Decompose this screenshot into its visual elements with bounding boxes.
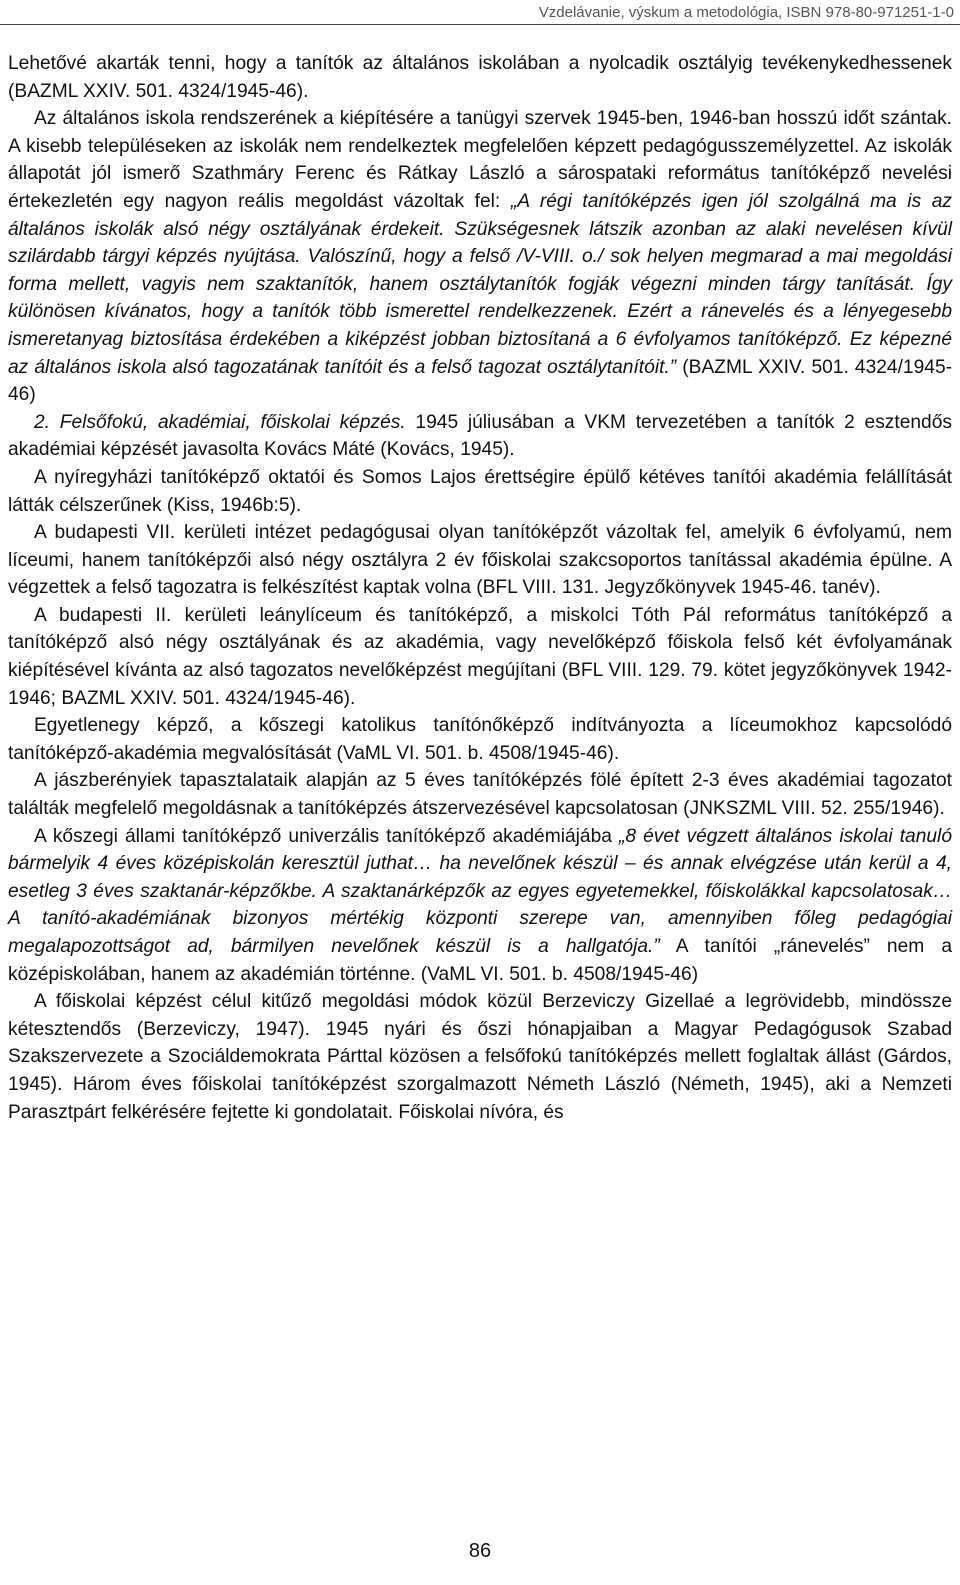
- text-span: A budapesti VII. kerületi intézet pedagógusai olyan tanítóképzőt vázoltak fel, amelyik 6 évfolyamú, nem líceumi, hanem tanítóképzői alsó négy osztályra 2 év főiskolai szakcsoportos tanítással akadémia épülne. A végzettek a felső tagozatra is felkészítést kaptak volna (BFL VIII. 131. Jegyzőkönyvek 1945-46. tanév).: [8, 522, 952, 599]
- quote-span: „A régi tanítóképzés igen jól szolgálná ma is az általános iskolák alsó négy osztályának érdekeit. Szükségesnek látszik azonban az alaki nevelésen kívül szilárdabb tárgyi képzés nyújtása. Valószínű, hogy a felső /V-VIII. o./ sok helyen megmarad a mai megoldási forma mellett, vagyis nem szaktanítók, hanem osztálytanítók fogják végezni minden tárgy tanítását. Így különösen kívánatos, hogy a tanítók több ismerettel rendelkezzenek. Ezért a ránevelés és a lényegesebb ismeretanyag biztosítása érdekében a kiképzést jobban biztosítaná a 6 évfolyamos tanítóképző. Ez képezné az általános iskola alsó tagozatának tanítóit és a felső tagozat osztálytanítóit.”: [8, 190, 952, 378]
- text-span: A jászberényiek tapasztalataik alapján az 5 éves tanítóképzés fölé épített 2-3 éves akadémiai tagozatot találták megfelelő megoldásnak a tanítóképzés átszervezésével kapcsolatosan (JNKSZML VIII. 52. 255/1946).: [8, 770, 952, 820]
- text-span: A nyíregyházi tanítóképző oktatói és Somos Lajos érettségire épülő kétéves tanítói akadémia felállítását látták célszerűnek (Kiss, 1946b:5).: [8, 466, 952, 516]
- paragraph: [8, 50, 952, 105]
- paragraph: [8, 602, 952, 712]
- text-span: Lehetővé akarták tenni, hogy a tanítók az általános iskolában a nyolcadik osztályig tevékenykedhessenek (BAZML XXIV. 501. 4324/1945-46).: [8, 53, 952, 102]
- paragraph: [8, 988, 952, 1126]
- paragraph: [8, 519, 952, 602]
- paragraph: [8, 823, 952, 989]
- body-text: [8, 50, 952, 1126]
- paragraph: [8, 464, 952, 519]
- text-span: A főiskolai képzést célul kitűző megoldási módok közül Berzeviczy Gizellaé a legrövidebb, mindössze kétesztendős (Berzeviczy, 1947). 1945 nyári és őszi hónapjaiban a Magyar Pedagógusok Szabad Szakszervezete a Szociáldemokrata Párttal közösen a felsőfokú tanítóképzés mellett foglaltak állást (Gárdos, 1945). Három éves főiskolai tanítóképzést szorgalmazott Németh László (Németh, 1945), aki a Nemzeti Parasztpárt felkérésére fejtette ki gondolatait. Főiskolai nívóra, és: [8, 991, 952, 1123]
- page-number: 86: [468, 1540, 492, 1562]
- text-span: Egyetlenegy képző, a kőszegi katolikus tanítónőképző indítványozta a líceumokhoz kapcsolódó tanítóképző-akadémia megvalósítását (VaML VI. 501. b. 4508/1945-46).: [8, 715, 952, 764]
- text-span: A budapesti II. kerületi leánylíceum és tanítóképző, a miskolci Tóth Pál református tanítóképző a tanítóképző alsó négy osztályának és az akadémia, vagy nevelőképző főiskola felső két évfolyamának kiépítésével kívánta az alsó tagozatos nevelőképzést megújítani (BFL VIII. 129. 79. kötet jegyzőkönyvek 1942-1946; BAZML XXIV. 501. 4324/1945-46).: [8, 604, 952, 709]
- quote-span: „8 évet végzett általános iskolai tanuló bármelyik 4 éves középiskolán keresztül juthat… ha nevelőnek készül – és annak elvégzése után kerül a 4, esetleg 3 éves szaktanár-képzőkbe. A szaktanárképzők az egyes egyetemekkel, főiskolákkal kapcsolatosak… A tanító-akadémiának bizonyos mértékig központi szerepe van, amennyiben főleg pedagógiai megalapozottságot ad, bármilyen nevelőnek készül is a hallgatója.”: [8, 825, 952, 957]
- text-span: 1945 júliusában a VKM tervezetében a tanítók 2 esztendős akadémiai képzését javasolta Kovács Máté (Kovács, 1945).: [8, 411, 952, 461]
- paragraph: [8, 712, 952, 767]
- text-span: (BAZML XXIV. 501. 4324/1945-46): [8, 356, 953, 406]
- header-rule: [0, 24, 960, 25]
- paragraph: [8, 105, 952, 409]
- running-header: Vzdelávanie, výskum a metodológia, ISBN 978-80-971251-1-0: [538, 4, 954, 21]
- text-span: A kőszegi állami tanítóképző univerzális tanítóképző akadémiájába: [34, 825, 619, 847]
- text-span: A tanítói „ránevelés” nem a középiskolában, hanem az akadémián történne. (VaML VI. 501. b. 4508/1945-46): [8, 936, 952, 985]
- paragraph: [8, 767, 952, 822]
- text-span: Az általános iskola rendszerének a kiépítésére a tanügyi szervek 1945-ben, 1946-ban hosszú időt szántak. A kisebb településeken az iskolák nem rendelkeztek megfelelően képzett pedagógusszemélyzettel. Az iskolák állapotát jól ismerő Szathmáry Ferenc és Rátkay László a sárospataki református tanítóképző nevelési értekezletén egy nagyon reális megoldást vázoltak fel:: [8, 108, 952, 212]
- section-heading: 2. Felsőfokú, akadémiai, főiskolai képzés.: [34, 411, 406, 433]
- paragraph: [8, 409, 952, 464]
